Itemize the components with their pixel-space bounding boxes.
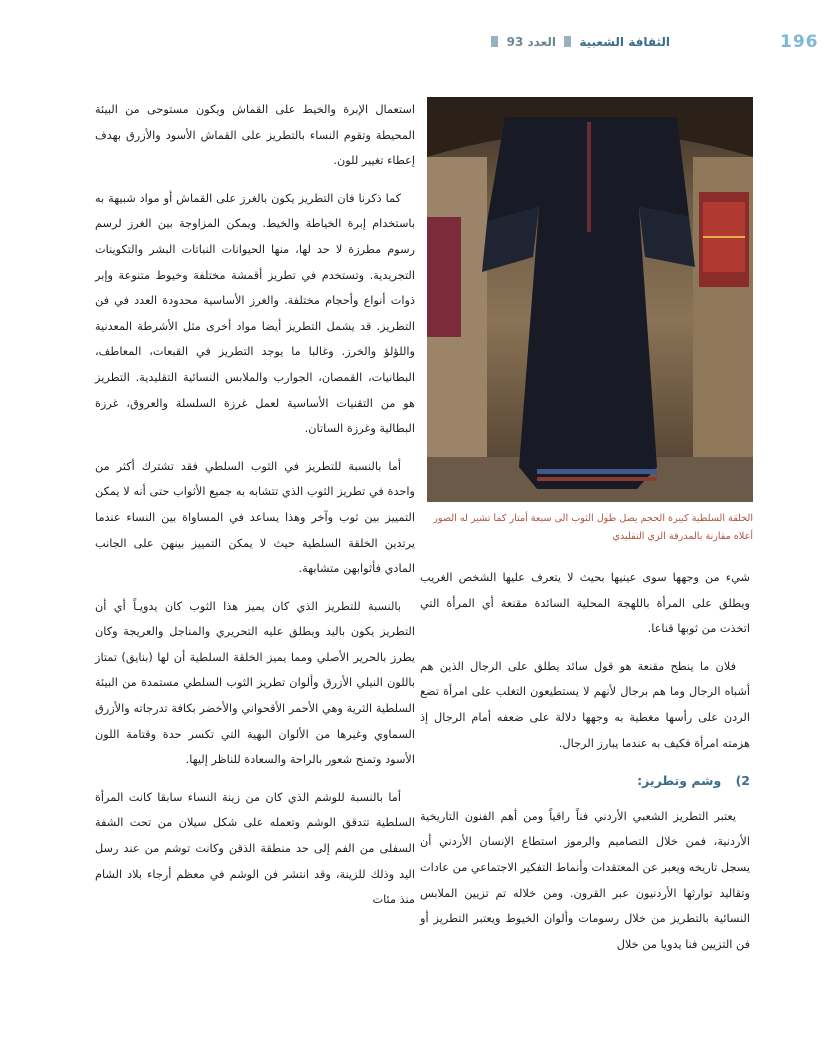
magazine-name: الثقافة الشعبية	[579, 35, 670, 49]
dress-photo	[427, 97, 753, 502]
page-header	[40, 32, 819, 54]
section-number: 2)	[735, 773, 750, 789]
left-paragraph-2: كما ذكرنا فان التطريز يكون بالغرز على القماش أو مواد شبيهة به باستخدام إبرة الخياطة والخيط. ويمكن المزاوجة بين الغرز لرسم رسوم مطرزة لا حد لها، منها الحيوانات النباتات البشر والتكوينات التجريدية. وتستخدم في تطريز أقمشة مختلفة وخيوط متنوعة وإبر ذوات أنواع وأحجام مختلفة. والغرز الأساسية محدودة العدد في فن التطريز. قد يشمل التطريز أيضا مواد أخرى مثل الأشرطة المعدنية واللؤلؤ والخرز. وغالبا ما يوجد التطريز في القبعات، المعاطف، البطانيات، القمصان، الجوارب والملابس النسائية التقليدية. التطريز هو من التقنيات الأساسية لعمل غرزة السلسلة والعروق، غرزة البطالية وغرزة الساتان.	[95, 191, 415, 436]
left-paragraph-5: أما بالنسبة للوشم الذي كان من زينة النساء سابقا كانت المرأة السلطية تتدقق الوشم وتعمله على شكل سيلان من تحت الشفة السفلى من الفم إلى حد منطقة الذقن وكانت توشم من عند رسل اليد وذلك للزينة، وقد انتشر فن الوشم في معظم أرجاء بلاد الشام منذ مئات	[95, 790, 415, 907]
right-paragraph-1: شيء من وجهها سوى عينيها بحيث لا يتعرف عليها الشخص الغريب ويطلق على المرأة باللهجة المحلية السائدة مقنعة أي المرأة التي اتخذت من ثوبها قناعا.	[420, 571, 750, 636]
separator-square-icon	[491, 36, 498, 47]
left-paragraph-4: بالنسبة للتطريز الذي كان يميز هذا الثوب كان يدويـاً أي أن التطريز يكون باليد ويطلق عليه التحريري والمناجل والعريجة وكان يطرز بالحرير الأصلي ومما يميز الخلقة السلطية أن لها (بنايق) تمتاز باللون النيلي الأزرق وألوان تطريز الثوب السلطي مستمدة من البيئة السلطية الثرية وهي الأحمر الأقحواني والأخضر بكافة تدرجاته والأزرق السماوي وغيرها من الألوان البهية التي تكسر حدة وقتامة اللون الأسود وتمنح شعور بالراحة والسعادة للناظر إليها.	[95, 599, 415, 767]
separator-square-icon	[564, 36, 571, 47]
right-paragraph-2: فلان ما ينطح مقنعة هو قول سائد يطلق على الرجال الذين هم أشباه الرجال وما هم برجال لأنهم لا يستطيعون التغلب على امرأة تضع الردن على رأسها مغطية به وجهها دلالة على ضعفه أمام الرجال إذ هزمته امرأة فكيف به عندما يبارز الرجال.	[420, 659, 750, 750]
left-paragraph-3: أما بالنسبة للتطريز في الثوب السلطي فقد تشترك أكثر من واحدة في تطريز الثوب الذي تتشابه به جميع الأثواب حتى أنه لا يمكن التمييز بين ثوب وآخر وهذا يساعد في المساواة بين النساء عندما يرتدين الخلقة السلطية حيث لا يمكن التمييز بينهن على الجانب المادي فأثوابهن متشابهة.	[95, 459, 415, 576]
left-paragraph-1: استعمال الإبرة والخيط على القماش ويكون مستوحى من البيئة المحيطة وتقوم النساء بالتطريز على القماش الأسود والأزرق بهدف إعطاء تغيير للون.	[95, 103, 415, 168]
photo-caption: الخلقة السلطية كبيرة الحجم يصل طول الثوب الى سبعة أمتار كما تشير له الصور أعلاه مقارنة بالمدرقة الزي التقليدي	[433, 513, 753, 542]
issue-number: العدد 93	[506, 35, 556, 49]
magazine-label	[487, 35, 670, 49]
right-paragraph-3: يعتبر التطريز الشعبي الأردني فناً راقياً ومن أهم الفنون التاريخية الأردنية، فمن خلال التصاميم والرموز استطاع الإنسان الأردني أن يسجل تاريخه ويعبر عن المعتقدات وأنماط التفكير الاجتماعي من عادات وتقاليد توارثها الأردنيون عبر القرون. ومن خلاله تم تزيين الملابس النسائية بالتطريز من خلال رسومات وألوان الخيوط ويعتبر التطريز أو فن التزيين فنا يدويا من خلال	[420, 809, 750, 951]
dress-illustration	[427, 97, 753, 502]
right-column	[420, 565, 750, 957]
page-number: 196	[780, 32, 819, 52]
section-title: وشم وتطريز:	[637, 773, 722, 789]
left-column	[95, 97, 415, 913]
section-heading	[420, 768, 750, 794]
